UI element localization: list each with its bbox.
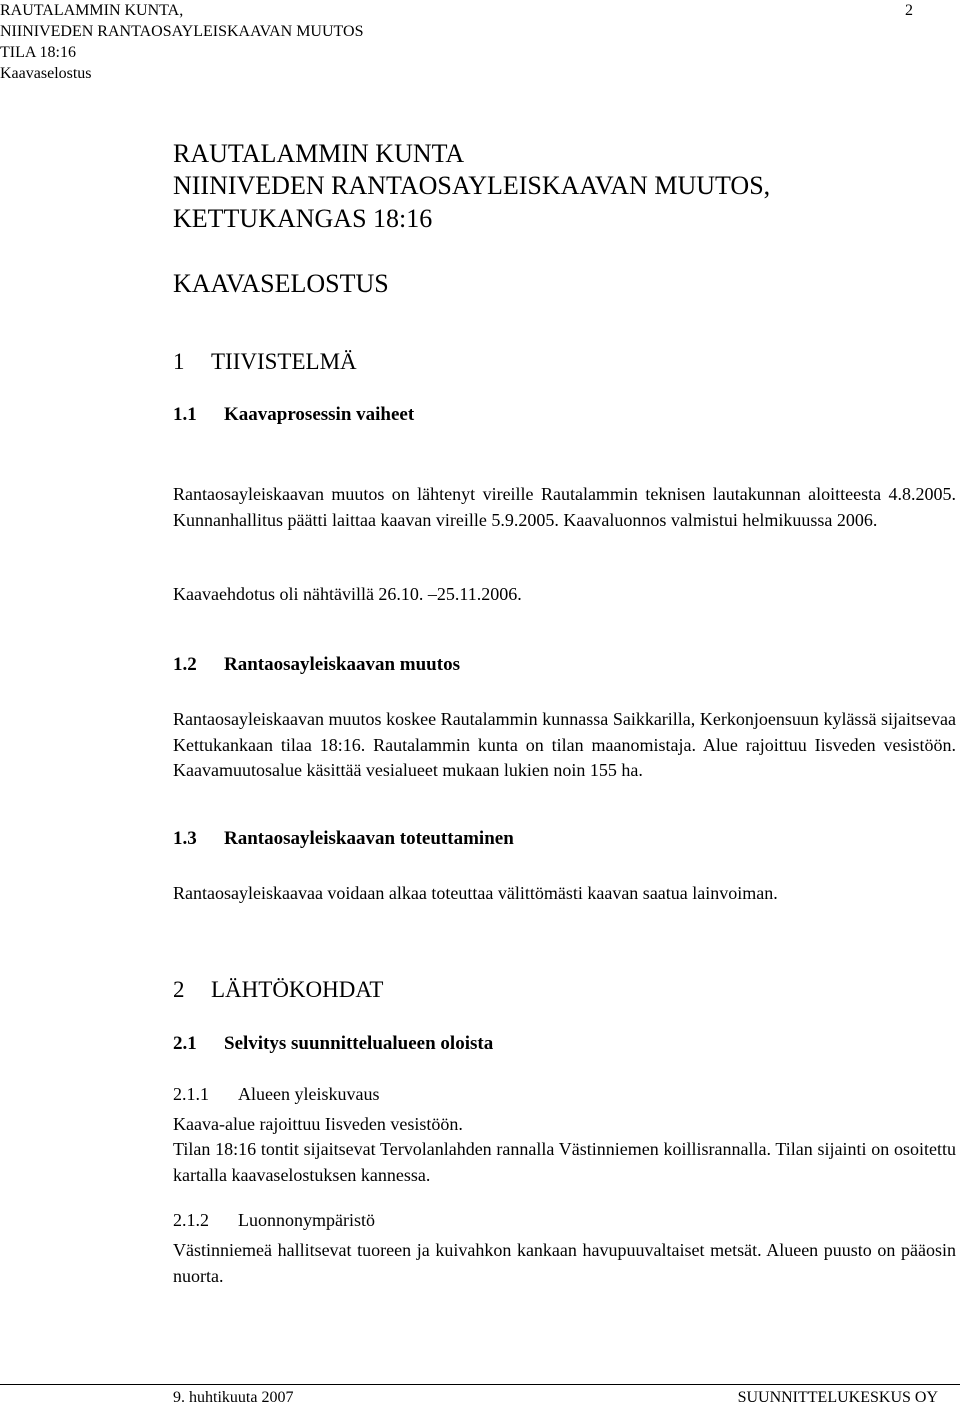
paragraph-property-location: Tilan 18:16 tontit sijaitsevat Tervolanlahden rannalla Västinniemen koillisrannalla. Tilan sijainti on osoitettu kartalla kaavaselostuksen kannessa. bbox=[173, 1139, 956, 1185]
heading-section-1-3 bbox=[173, 827, 514, 851]
heading-section-1-2 bbox=[173, 653, 460, 677]
running-header bbox=[0, 0, 363, 84]
heading-section-1 bbox=[173, 348, 357, 376]
header-line-property: TILA 18:16 bbox=[0, 44, 76, 61]
heading-text: TIIVISTELMÄ bbox=[211, 349, 357, 374]
paragraph-proposal-display: Kaavaehdotus oli nähtävillä 26.10. –25.11.2006. bbox=[173, 584, 522, 604]
heading-text: Rantaosayleiskaavan toteuttaminen bbox=[224, 828, 514, 849]
paragraph-implementation: Rantaosayleiskaavaa voidaan alkaa toteuttaa välittömästi kaavan saatua lainvoiman. bbox=[173, 883, 778, 903]
footer-divider bbox=[0, 1384, 960, 1385]
heading-text: Kaavaprosessin vaiheet bbox=[224, 404, 415, 425]
heading-number: 2.1.1 bbox=[173, 1084, 209, 1104]
heading-text: LÄHTÖKOHDAT bbox=[211, 977, 384, 1002]
paragraph-area-border: Kaava-alue rajoittuu Iisveden vesistöön. bbox=[173, 1114, 463, 1134]
heading-text: Rantaosayleiskaavan muutos bbox=[224, 654, 460, 675]
paragraph-natural-environment: Västinniemeä hallitsevat tuoreen ja kuivahkon kankaan havupuuvaltaiset metsät. Alueen puusto on pääosin nuorta. bbox=[173, 1240, 956, 1286]
heading-section-1-1 bbox=[173, 403, 414, 427]
heading-section-2-1-1 bbox=[173, 1082, 379, 1106]
title-document-type: KAAVASELOSTUS bbox=[173, 269, 389, 298]
title-plan-name: NIINIVEDEN RANTAOSAYLEISKAAVAN MUUTOS, bbox=[173, 171, 771, 200]
header-line-municipality: RAUTALAMMIN KUNTA, bbox=[0, 2, 184, 19]
heading-text: Alueen yleiskuvaus bbox=[238, 1084, 380, 1104]
heading-number: 2.1 bbox=[173, 1033, 197, 1054]
title-area-name: KETTUKANGAS 18:16 bbox=[173, 204, 433, 233]
heading-number: 1.3 bbox=[173, 828, 197, 849]
footer-company: SUUNNITTELUKESKUS OY bbox=[737, 1389, 938, 1406]
heading-text: Luonnonympäristö bbox=[238, 1210, 375, 1230]
footer-date: 9. huhtikuuta 2007 bbox=[173, 1389, 294, 1406]
header-line-plan: NIINIVEDEN RANTAOSAYLEISKAAVAN MUUTOS bbox=[0, 23, 364, 40]
heading-section-2-1-2 bbox=[173, 1208, 375, 1232]
heading-number: 2.1.2 bbox=[173, 1210, 209, 1230]
title-municipality: RAUTALAMMIN KUNTA bbox=[173, 139, 465, 168]
paragraph-process-stages: Rantaosayleiskaavan muutos on lähtenyt vireille Rautalammin teknisen lautakunnan aloitteesta 4.8.2005. Kunnanhallitus päätti laittaa kaavan vireille 5.9.2005. Kaavaluonnos valmistui helmikuussa 2006. bbox=[173, 484, 956, 530]
heading-text: Selvitys suunnittelualueen oloista bbox=[224, 1033, 494, 1054]
page-number: 2 bbox=[905, 2, 913, 19]
header-line-doc-type: Kaavaselostus bbox=[0, 65, 92, 82]
heading-section-2-1 bbox=[173, 1032, 493, 1056]
heading-section-2 bbox=[173, 976, 383, 1004]
heading-number: 2 bbox=[173, 977, 185, 1002]
heading-number: 1 bbox=[173, 349, 185, 374]
paragraph-plan-change: Rantaosayleiskaavan muutos koskee Rautalammin kunnassa Saikkarilla, Kerkonjoensuun kylässä sijaitsevaa Kettukankaan tilaa 18:16. Rautalammin kunta on tilan maanomistaja. Alue rajoittuu Iisveden vesistöön. Kaavamuutosalue käsittää vesialueet mukaan lukien noin 155 ha. bbox=[173, 709, 956, 780]
heading-number: 1.1 bbox=[173, 404, 197, 425]
heading-number: 1.2 bbox=[173, 654, 197, 675]
